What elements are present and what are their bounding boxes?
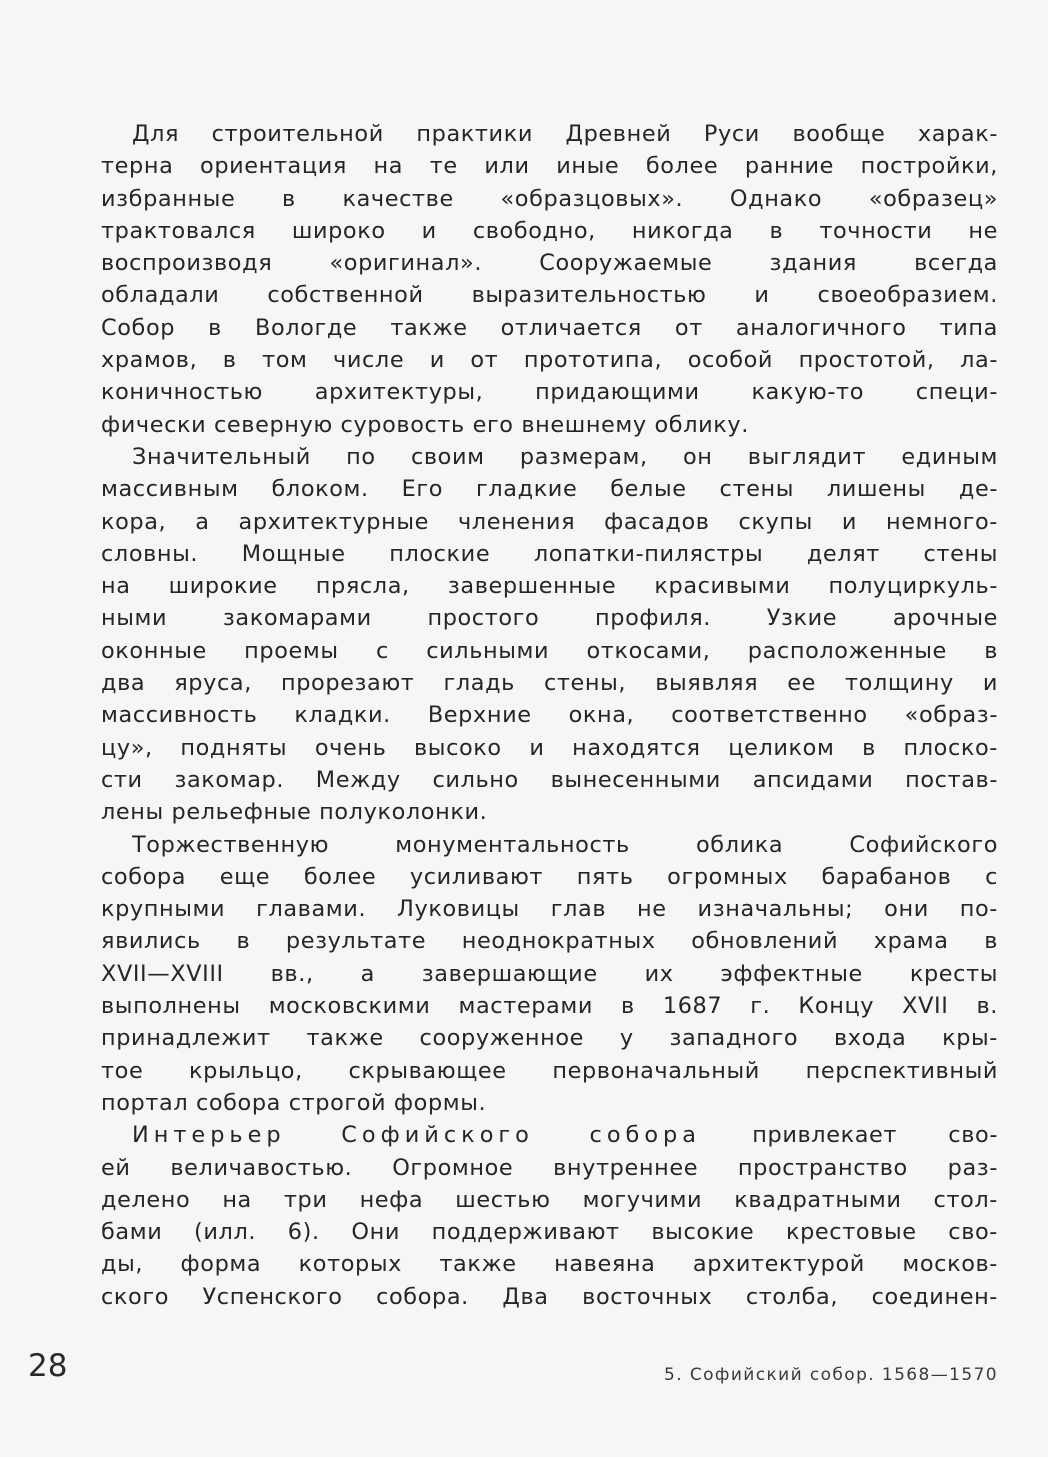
text-line: фически северную суровость его внешнему облику. — [101, 411, 749, 438]
text-line: массивность кладки. Верхние окна, соответственно «образ- — [101, 702, 998, 729]
text-line: храмов, в том числе и от прототипа, особой простотой, ла- — [101, 347, 998, 374]
spaced-lead-phrase: Интерьер Софийского собора — [132, 1122, 701, 1149]
text-line: Собор в Вологде также отличается от аналогичного типа — [101, 314, 998, 341]
text-line: терна ориентация на те или иные более ранние постройки, — [101, 153, 998, 180]
text-line: делено на три нефа шестью могучими квадратными стол- — [101, 1186, 998, 1213]
text-line: цу», подняты очень высоко и находятся целиком в плоско- — [101, 734, 998, 761]
text-line: ского Успенского собора. Два восточных столба, соединен- — [101, 1283, 998, 1310]
text-line: выполнены московскими мастерами в 1687 г. Концу XVII в. — [101, 993, 998, 1020]
text-line: портал собора строгой формы. — [101, 1089, 487, 1116]
text-line: явились в результате неоднократных обновлений храма в — [101, 928, 998, 955]
text-line: оконные проемы с сильными откосами, расположенные в — [101, 637, 998, 664]
text-line: ными закомарами простого профиля. Узкие арочные — [101, 605, 998, 632]
text-line: крупными главами. Луковицы глав не изначальны; они по- — [101, 896, 998, 923]
text-line: Значительный по своим размерам, он выглядит единым — [132, 443, 998, 470]
text-line: два яруса, прорезают гладь стены, выявляя ее толщину и — [101, 670, 998, 697]
body-text — [101, 118, 998, 1313]
text-line: бами (илл. 6). Они поддерживают высокие крестовые сво- — [101, 1219, 998, 1246]
text-line: принадлежит также сооруженное у западного входа кры- — [101, 1025, 998, 1052]
text-line: ей величавостью. Огромное внутреннее пространство раз- — [101, 1154, 998, 1181]
text-line: собора еще более усиливают пять огромных барабанов с — [101, 863, 998, 890]
text-line-with-lead — [101, 1119, 998, 1151]
text-line: словны. Мощные плоские лопатки-пилястры делят стены — [101, 540, 998, 567]
text-line: кора, а архитектурные членения фасадов скупы и немного- — [101, 508, 998, 535]
text-line: тое крыльцо, скрывающее первоначальный перспективный — [101, 1057, 998, 1084]
illustration-caption: 5. Софийский собор. 1568—1570 — [664, 1365, 998, 1385]
page-number: 28 — [28, 1348, 68, 1384]
text-line: лены рельефные полуколонки. — [101, 799, 488, 826]
text-line: XVII—XVIII вв., а завершающие их эффектные кресты — [101, 960, 998, 987]
text-line: коничностью архитектуры, придающими какую-то специ- — [101, 379, 998, 406]
text-line: массивным блоком. Его гладкие белые стены лишены де- — [101, 476, 998, 503]
text-line: избранные в качестве «образцовых». Однако «образец» — [101, 185, 998, 212]
text-line: воспроизводя «оригинал». Сооружаемые здания всегда — [101, 250, 998, 277]
text-line: обладали собственной выразительностью и своеобразием. — [101, 282, 998, 309]
text-line: на широкие прясла, завершенные красивыми полуциркуль- — [101, 573, 998, 600]
text-line: ды, форма которых также навеяна архитектурой москов- — [101, 1251, 998, 1278]
text-line: Торжественную монументальность облика Софийского — [132, 831, 998, 858]
text-line: сти закомар. Между сильно вынесенными апсидами постав- — [101, 766, 998, 793]
text-line: трактовался широко и свободно, никогда в точности не — [101, 217, 998, 244]
lead-rest: привлекает сво- — [701, 1122, 998, 1149]
text-line: Для строительной практики Древней Руси вообще харак- — [132, 121, 998, 147]
